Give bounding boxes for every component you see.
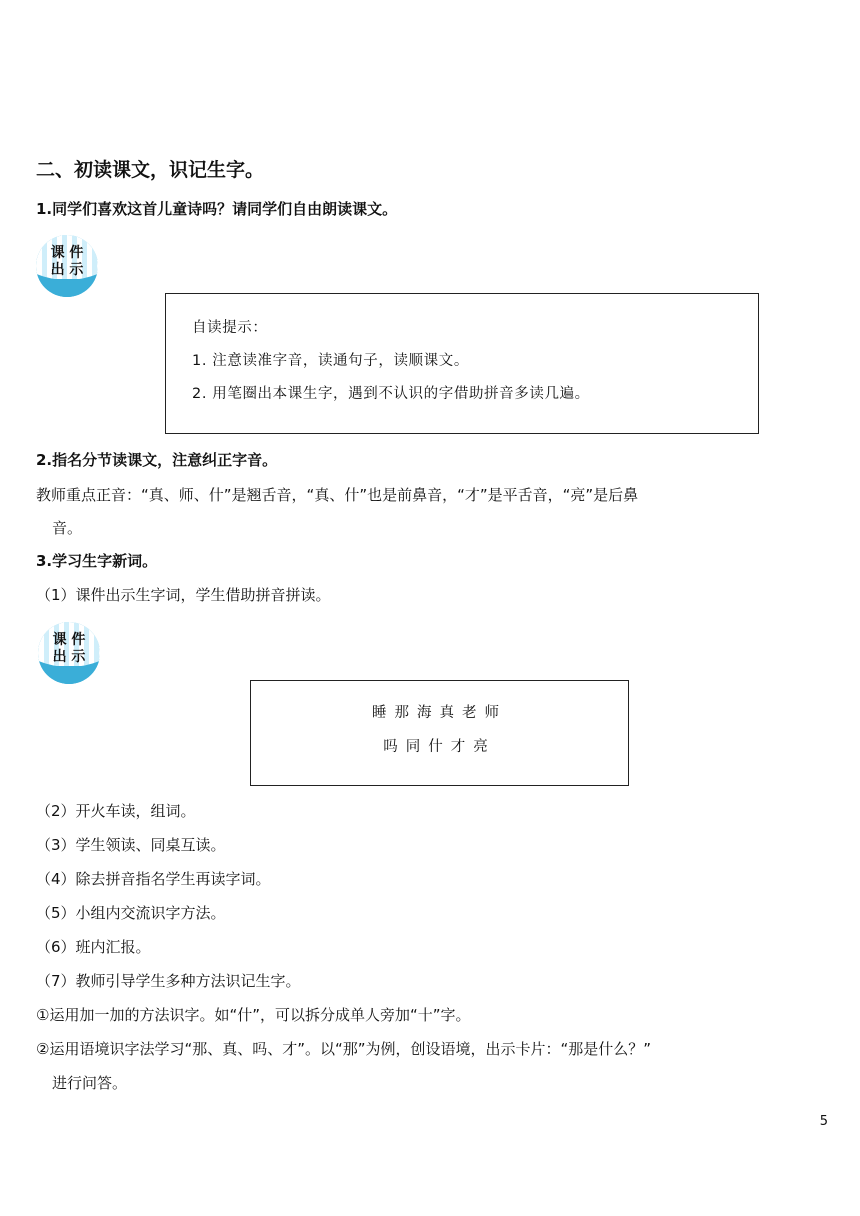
step-3: 3.学习生字新词。 — [36, 552, 158, 570]
new-characters-box — [250, 680, 629, 786]
badge-line2: 出 示 — [52, 649, 86, 665]
method-2: ②运用语境识字法学习“那、真、吗、才”。以“那”为例，创设语境，出示卡片：“那是什么？” — [36, 1040, 652, 1058]
chars-row-1: 睡那海真老师 — [372, 705, 507, 721]
sub-item-3: （3）学生领读、同桌互读。 — [36, 836, 226, 854]
courseware-badge-icon — [34, 233, 100, 299]
step-2: 2.指名分节读课文，注意纠正字音。 — [36, 451, 278, 469]
step-2-text-cont: 音。 — [52, 519, 83, 537]
method-1: ①运用加一加的方法识字。如“什”，可以拆分成单人旁加“十”字。 — [36, 1006, 471, 1024]
chars-row-2: 吗同什才亮 — [383, 739, 496, 755]
badge-line1: 课 件 — [50, 245, 84, 261]
section-title: 二、初读课文，识记生字。 — [36, 159, 265, 181]
step-1: 1.同学们喜欢这首儿童诗吗？请同学们自由朗读课文。 — [36, 200, 398, 218]
sub-item-4: （4）除去拼音指名学生再读字词。 — [36, 870, 271, 888]
step-2-text: 教师重点正音：“真、师、什”是翘舌音，“真、什”也是前鼻音，“才”是平舌音，“亮”是后鼻 — [36, 486, 639, 504]
badge-line1: 课 件 — [52, 632, 86, 648]
tips-item-1: 1. 注意读准字音，读通句子，读顺课文。 — [192, 353, 469, 369]
badge-line2: 出 示 — [50, 262, 84, 278]
tips-title: 自读提示： — [192, 320, 268, 336]
sub-item-2: （2）开火车读，组词。 — [36, 802, 196, 820]
tips-item-2: 2. 用笔圈出本课生字，遇到不认识的字借助拼音多读几遍。 — [192, 386, 590, 402]
sub-item-1: （1）课件出示生字词，学生借助拼音拼读。 — [36, 586, 331, 604]
method-2-cont: 进行问答。 — [52, 1074, 128, 1092]
sub-item-5: （5）小组内交流识字方法。 — [36, 904, 226, 922]
sub-item-6: （6）班内汇报。 — [36, 938, 151, 956]
courseware-badge-icon — [36, 620, 102, 686]
self-reading-tips-box — [165, 293, 759, 434]
page-number: 5 — [819, 1114, 828, 1129]
sub-item-7: （7）教师引导学生多种方法识记生字。 — [36, 972, 301, 990]
